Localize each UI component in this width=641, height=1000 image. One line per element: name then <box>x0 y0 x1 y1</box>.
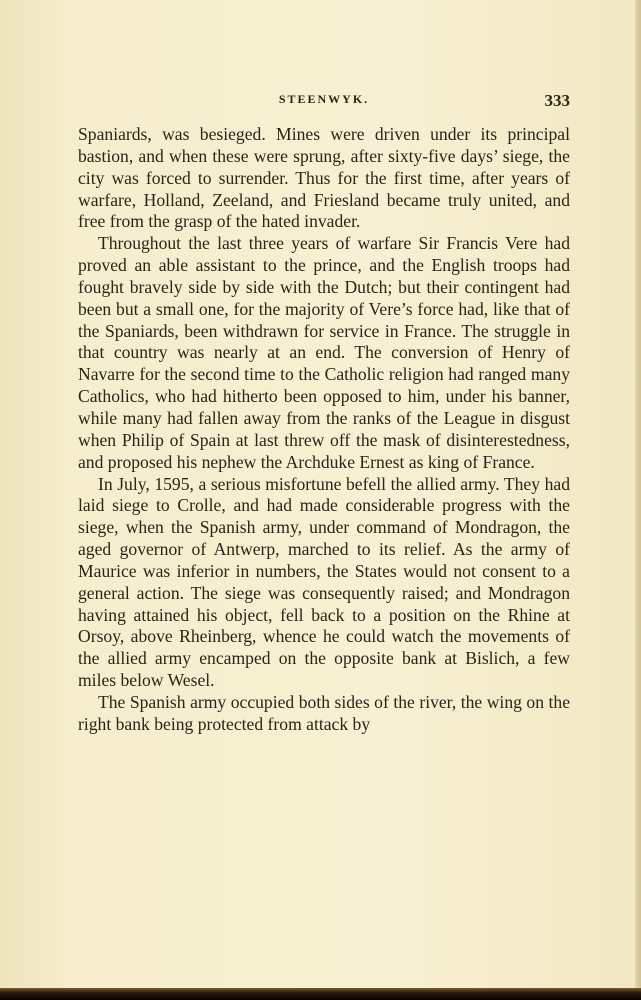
page-number: 333 <box>544 91 570 110</box>
page-edge-right <box>635 0 641 1000</box>
page-bottom-edge <box>0 988 641 1000</box>
running-head: STEENWYK. <box>278 92 370 106</box>
paragraph-2: Throughout the last three years of warfare Sir Francis Vere had proved an able assistant to the prince, and the English troops had fought bravely side by side with the Dutch; but their contingent had been but a small one, for the majority of Vere’s force had, like that of the Spaniards, been withdrawn for service in France. The struggle in that country was nearly at an end. The conversion of Henry of Navarre for the second time to the Catholic religion had ranged many Catholics, who had hitherto been opposed to him, under his banner, while many had fallen away from the ranks of the League in disgust when Philip of Spain at last threw off the mask of disinterestedness, and proposed his nephew the Archduke Ernest as king of France. <box>78 233 570 472</box>
paragraph-1: Spaniards, was besieged. Mines were driven under its principal bastion, and when these were sprung, after sixty-five days’ siege, the city was forced to surrender. Thus for the first time, after years of warfare, Holland, Zeeland, and Friesland became truly united, and free from the grasp of the hated invader. <box>78 124 570 232</box>
page-header <box>78 88 570 114</box>
body-text <box>78 124 570 736</box>
paragraph-4: The Spanish army occupied both sides of the river, the wing on the right bank being protected from attack by <box>78 691 570 734</box>
paragraph-3: In July, 1595, a serious misfortune befell the allied army. They had laid siege to Crolle, and had made considerable progress with the siege, when the Spanish army, under command of Mondragon, the aged governor of Antwerp, marched to its relief. As the army of Maurice was inferior in numbers, the States would not consent to a general action. The siege was consequently raised; and Mondragon having attained his object, fell back to a position on the Rhine at Orsoy, above Rheinberg, whence he could watch the movements of the allied army encamped on the opposite bank at Bislich, a few miles below Wesel. <box>78 473 570 691</box>
